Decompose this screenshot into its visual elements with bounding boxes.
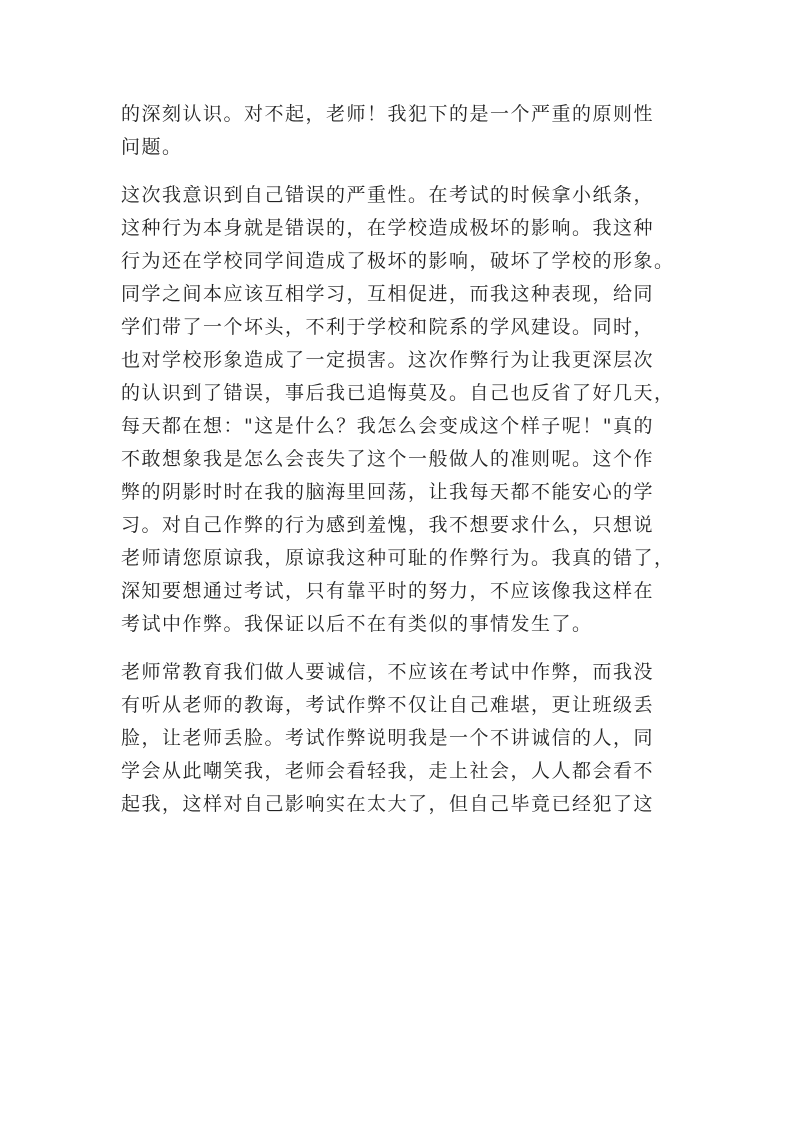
text-line: 老师常教育我们做人要诚信，不应该在考试中作弊，而我没 bbox=[121, 661, 655, 683]
text-line: 也对学校形象造成了一定损害。这次作弊行为让我更深层次 bbox=[121, 349, 655, 371]
text-line: 有听从老师的教诲，考试作弊不仅让自己难堪，更让班级丢 bbox=[121, 694, 655, 716]
text-line: 问题。 bbox=[121, 136, 183, 158]
text-line: 脸，让老师丢脸。考试作弊说明我是一个不讲诚信的人，同 bbox=[121, 727, 655, 749]
text-line: 习。对自己作弊的行为感到羞愧，我不想要求什么，只想说 bbox=[121, 514, 655, 536]
paragraph-2 bbox=[121, 179, 681, 641]
text-line: 每天都在想："这是什么？我怎么会变成这个样子呢！"真的 bbox=[121, 415, 654, 437]
text-line: 这次我意识到自己错误的严重性。在考试的时候拿小纸条， bbox=[121, 184, 655, 206]
text-line: 同学之间本应该互相学习，互相促进，而我这种表现，给同 bbox=[121, 283, 655, 305]
text-line: 弊的阴影时时在我的脑海里回荡，让我每天都不能安心的学 bbox=[121, 481, 655, 503]
text-line: 学会从此嘲笑我，老师会看轻我，走上社会，人人都会看不 bbox=[121, 760, 655, 782]
text-line: 起我，这样对自己影响实在太大了，但自己毕竟已经犯了这 bbox=[121, 793, 655, 815]
text-line: 行为还在学校同学间造成了极坏的影响，破坏了学校的形象。 bbox=[121, 250, 675, 272]
document-body bbox=[121, 98, 681, 821]
text-line: 不敢想象我是怎么会丧失了这个一般做人的准则呢。这个作 bbox=[121, 448, 655, 470]
text-line: 老师请您原谅我，原谅我这种可耻的作弊行为。我真的错了， bbox=[121, 547, 675, 569]
text-line: 学们带了一个坏头，不利于学校和院系的学风建设。同时， bbox=[121, 316, 655, 338]
text-line: 考试中作弊。我保证以后不在有类似的事情发生了。 bbox=[121, 613, 593, 635]
paragraph-3 bbox=[121, 656, 681, 821]
text-line: 的深刻认识。对不起，老师！我犯下的是一个严重的原则性 bbox=[121, 103, 655, 125]
text-line: 的认识到了错误，事后我已追悔莫及。自己也反省了好几天， bbox=[121, 382, 675, 404]
text-line: 这种行为本身就是错误的，在学校造成极坏的影响。我这种 bbox=[121, 217, 655, 239]
text-line: 深知要想通过考试，只有靠平时的努力，不应该像我这样在 bbox=[121, 580, 655, 602]
paragraph-1 bbox=[121, 98, 681, 164]
